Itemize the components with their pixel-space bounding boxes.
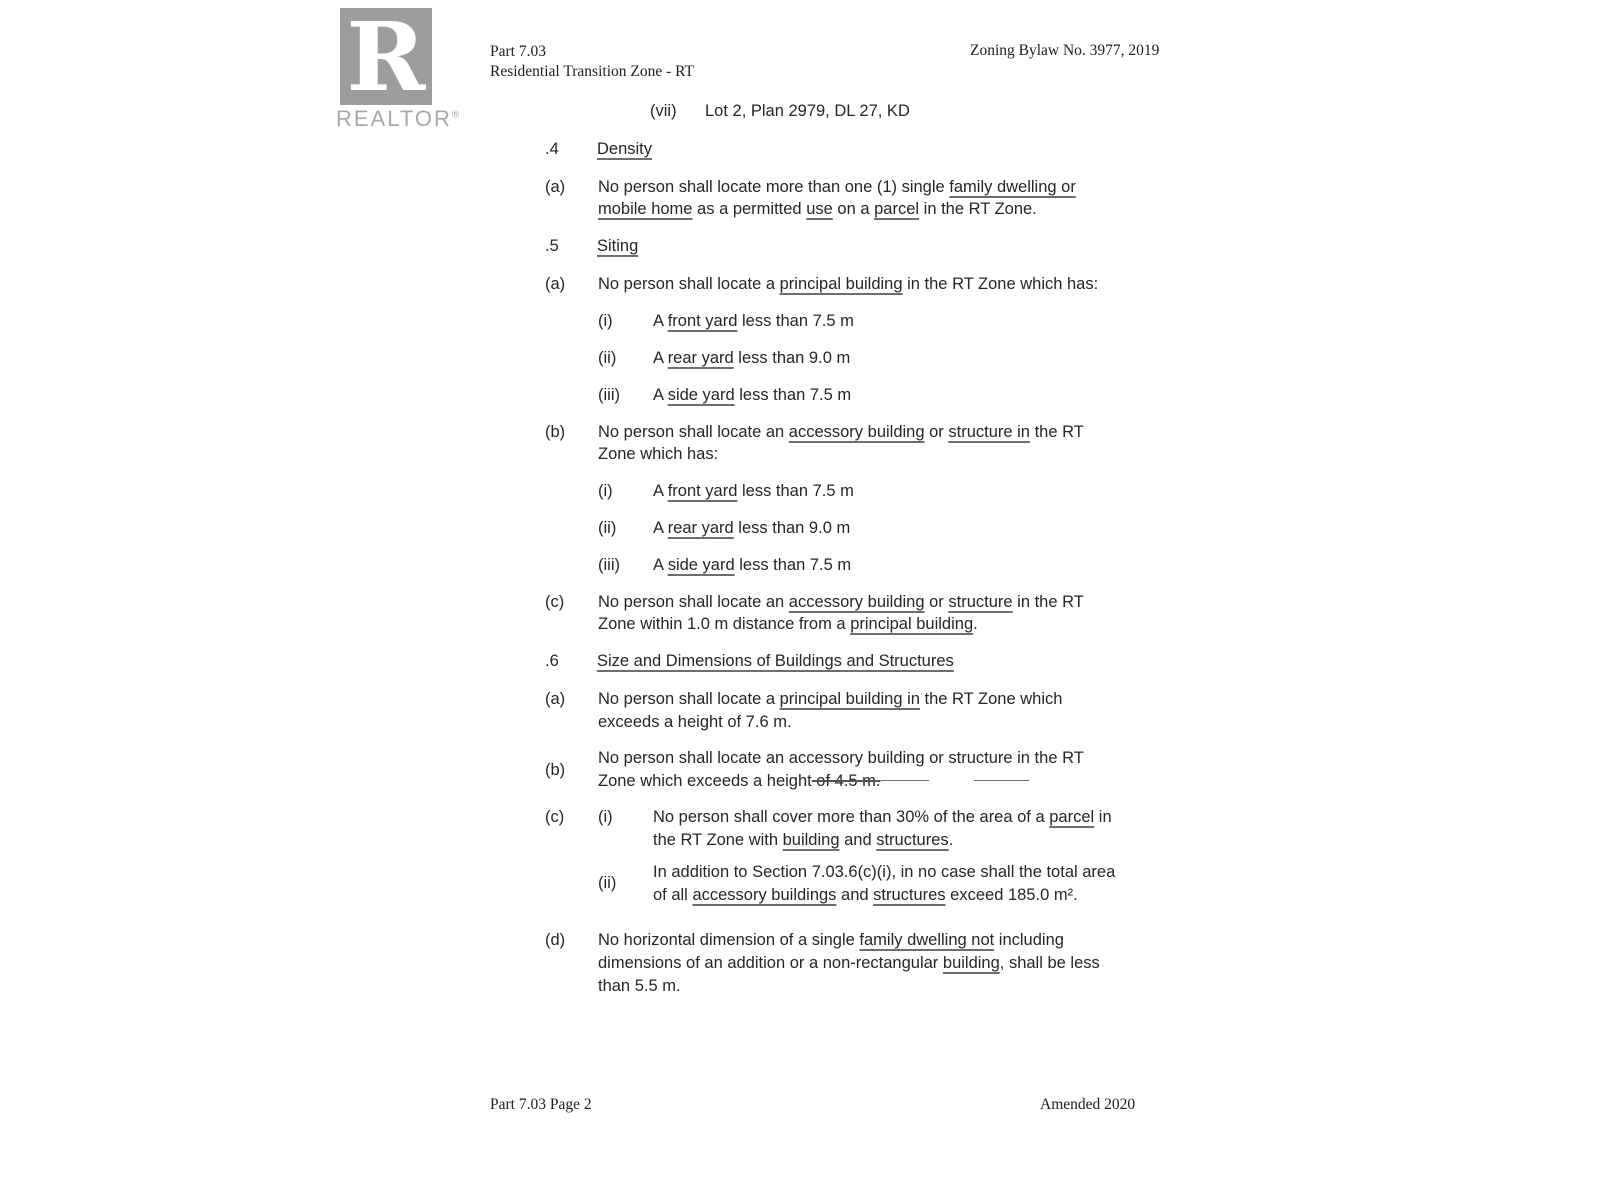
clause-body <box>598 591 1205 635</box>
clause-label: (c) <box>545 808 565 826</box>
clause-label: (vii) <box>650 102 677 120</box>
clause-label: (c) <box>545 593 565 611</box>
underlined-term: side yard <box>667 386 735 404</box>
text-run: of all <box>653 886 693 904</box>
text-run: No person shall locate an accessory building or structure in the RT <box>598 749 1084 767</box>
subclause-text <box>653 347 850 369</box>
subclause-label: (i) <box>598 808 613 826</box>
subclause-list <box>598 480 1205 576</box>
text-run: No person shall locate a <box>598 275 780 293</box>
clause-label: (a) <box>545 690 566 708</box>
clause-body <box>598 747 1205 793</box>
text-run: and <box>836 886 874 904</box>
text-run: the RT Zone with <box>653 831 783 849</box>
underlined-term: front yard <box>667 312 738 330</box>
text-run: as a permitted <box>692 200 807 218</box>
subclause-label: (ii) <box>598 874 617 892</box>
subclause-text <box>653 517 850 539</box>
clause-text <box>598 747 1205 793</box>
text-run: less than 7.5 m <box>734 556 852 574</box>
underlined-term: side yard <box>667 556 735 574</box>
realtor-logo-mark <box>340 2 432 113</box>
sections <box>545 138 1205 998</box>
underlined-term: accessory buildings <box>692 886 837 904</box>
text-run: the RT Zone which <box>919 690 1063 708</box>
clause-text <box>598 688 1205 734</box>
subclause <box>598 806 1205 852</box>
text-run: the RT <box>1030 423 1084 441</box>
subclause <box>598 347 1205 369</box>
text-run: in the RT Zone which has: <box>902 275 1099 293</box>
subclause-label: (ii) <box>598 519 617 537</box>
text-run: on a <box>832 200 875 218</box>
footer-amended-note: Amended 2020 <box>1040 1096 1136 1113</box>
underlined-term: structures <box>876 831 949 849</box>
underlined-term: principal building <box>779 275 903 293</box>
text-run: A <box>653 556 668 574</box>
text-run: in <box>1094 808 1112 826</box>
subclause <box>598 517 1205 539</box>
header-zone-title: Residential Transition Zone - RT <box>490 63 695 80</box>
underlined-term: front yard <box>667 482 738 500</box>
registered-symbol: ® <box>451 109 460 121</box>
underlined-term: family dwelling or <box>949 178 1076 196</box>
section-heading <box>545 650 1205 672</box>
clause-body <box>598 929 1205 998</box>
text-run: and <box>839 831 877 849</box>
text-run: No horizontal dimension of a single <box>598 931 860 949</box>
text-run: or <box>924 593 949 611</box>
clause <box>545 273 1205 406</box>
clause <box>545 176 1205 220</box>
document-body <box>545 100 1205 1011</box>
underlined-term: structure in <box>948 423 1030 441</box>
clause-text <box>598 929 1205 998</box>
clause <box>545 806 1205 916</box>
clause-text <box>598 176 1205 220</box>
clause-label: (d) <box>545 931 566 949</box>
subclause <box>598 554 1205 576</box>
clause-label: (b) <box>545 423 566 441</box>
subclause-label: (i) <box>598 482 613 500</box>
clause-text <box>598 421 1205 465</box>
realtor-r-icon: R <box>346 2 426 113</box>
text-run: less than 7.5 m <box>737 482 854 500</box>
underlined-term: family dwelling not <box>859 931 995 949</box>
subclause-label: (iii) <box>598 386 620 404</box>
section-items <box>545 273 1205 635</box>
underlined-term: parcel <box>874 200 920 218</box>
section-items <box>545 688 1205 998</box>
clause-text: Lot 2, Plan 2979, DL 27, KD <box>705 102 910 120</box>
underlined-term: building <box>782 831 840 849</box>
clause-text <box>598 591 1205 635</box>
underlined-term: rear yard <box>667 519 734 537</box>
clause <box>545 688 1205 734</box>
section-number: .4 <box>545 140 559 158</box>
text-run: A <box>653 482 668 500</box>
text-run: less than 9.0 m <box>733 519 851 537</box>
underlined-term: accessory building <box>788 593 925 611</box>
realtor-logo <box>336 2 460 132</box>
text-run: A <box>653 349 668 367</box>
footer-page-number: Part 7.03 Page 2 <box>490 1096 592 1113</box>
text-run: or <box>924 423 949 441</box>
subclause <box>598 384 1205 406</box>
subclause <box>598 480 1205 502</box>
subclause-label: (iii) <box>598 556 620 574</box>
subclause-label: (i) <box>598 312 613 330</box>
clause <box>545 591 1205 635</box>
text-run: No person shall locate more than one (1) single <box>598 178 950 196</box>
text-run: . <box>948 831 954 849</box>
text-run: than 5.5 m. <box>598 977 681 995</box>
subclause-text <box>653 310 854 332</box>
text-run: Zone within 1.0 m distance from a <box>598 615 851 633</box>
subclause <box>598 861 1205 907</box>
underlined-term: accessory building <box>788 423 925 441</box>
header-part-number: Part 7.03 <box>490 43 546 60</box>
text-run: dimensions of an addition or a non-rectangular <box>598 954 943 972</box>
text-run: A <box>653 312 668 330</box>
text-run: No person shall locate a <box>598 690 780 708</box>
subclause-text <box>653 480 854 502</box>
section-title: Density <box>597 140 653 158</box>
text-run: No person shall cover more than 30% of the area of a <box>653 808 1050 826</box>
clause-body <box>598 688 1205 734</box>
text-run: in the RT Zone. <box>919 200 1037 218</box>
section-number: .5 <box>545 237 559 255</box>
text-run: Zone which has: <box>598 445 719 463</box>
underlined-term: structure <box>948 593 1013 611</box>
underlined-term: structures <box>873 886 946 904</box>
text-run: less than 7.5 m <box>737 312 854 330</box>
text-run: less than 9.0 m <box>733 349 851 367</box>
text-run: in the RT <box>1012 593 1084 611</box>
subclause <box>598 310 1205 332</box>
text-run: A <box>653 386 668 404</box>
header-left <box>490 42 694 82</box>
underlined-term: mobile home <box>598 200 693 218</box>
subclause-list <box>598 806 1205 907</box>
clause-body <box>598 421 1205 576</box>
clause <box>545 929 1205 998</box>
text-run: less than 7.5 m <box>734 386 852 404</box>
realtor-wordmark-text: REALTOR <box>336 106 452 131</box>
section-items <box>545 176 1205 220</box>
list-item-vii <box>650 100 1205 122</box>
subclause-text <box>653 554 851 576</box>
text-run: No person shall locate an <box>598 593 789 611</box>
text-run: A <box>653 519 668 537</box>
section-4 <box>545 138 1205 220</box>
clause <box>545 747 1205 793</box>
underlined-term: parcel <box>1049 808 1095 826</box>
section-title: Size and Dimensions of Buildings and Structures <box>597 652 954 670</box>
clause-label: (b) <box>545 761 566 779</box>
clause-text <box>598 273 1205 295</box>
section-5 <box>545 235 1205 635</box>
clause-body <box>598 806 1205 916</box>
clause-body <box>598 176 1205 220</box>
underlined-term: use <box>806 200 833 218</box>
text-run: Zone which exceeds a height <box>598 772 812 790</box>
text-run: , shall be less <box>999 954 1100 972</box>
subclause-text <box>653 384 851 406</box>
section-title: Siting <box>597 237 639 255</box>
subclause-label: (ii) <box>598 349 617 367</box>
clause-label: (a) <box>545 178 566 196</box>
underlined-term: principal building in <box>779 690 920 708</box>
subclause-text <box>653 861 1115 907</box>
underlined-term: building <box>942 954 1000 972</box>
struck-text: of 4.5 m. <box>811 772 881 790</box>
text-run: exceed 185.0 m². <box>945 886 1078 904</box>
clause-label: (a) <box>545 275 566 293</box>
subclause-text <box>653 806 1112 852</box>
text-run: In addition to Section 7.03.6(c)(i), in no case shall the total area <box>653 863 1116 881</box>
text-run: . <box>973 615 978 633</box>
clause-body <box>598 273 1205 406</box>
header-bylaw-ref: Zoning Bylaw No. 3977, 2019 <box>970 42 1160 59</box>
text-run: including <box>994 931 1064 949</box>
text-run: No person shall locate an <box>598 423 789 441</box>
section-heading <box>545 138 1205 160</box>
underlined-term: principal building <box>850 615 974 633</box>
underlined-term: rear yard <box>667 349 734 367</box>
section-heading <box>545 235 1205 257</box>
subclause-list <box>598 310 1205 406</box>
scan-line-mark <box>881 780 929 781</box>
text-run: exceeds a height of 7.6 m. <box>598 713 792 731</box>
clause <box>545 421 1205 576</box>
section-number: .6 <box>545 652 559 670</box>
section-6 <box>545 650 1205 998</box>
scan-line-mark <box>974 780 1029 781</box>
